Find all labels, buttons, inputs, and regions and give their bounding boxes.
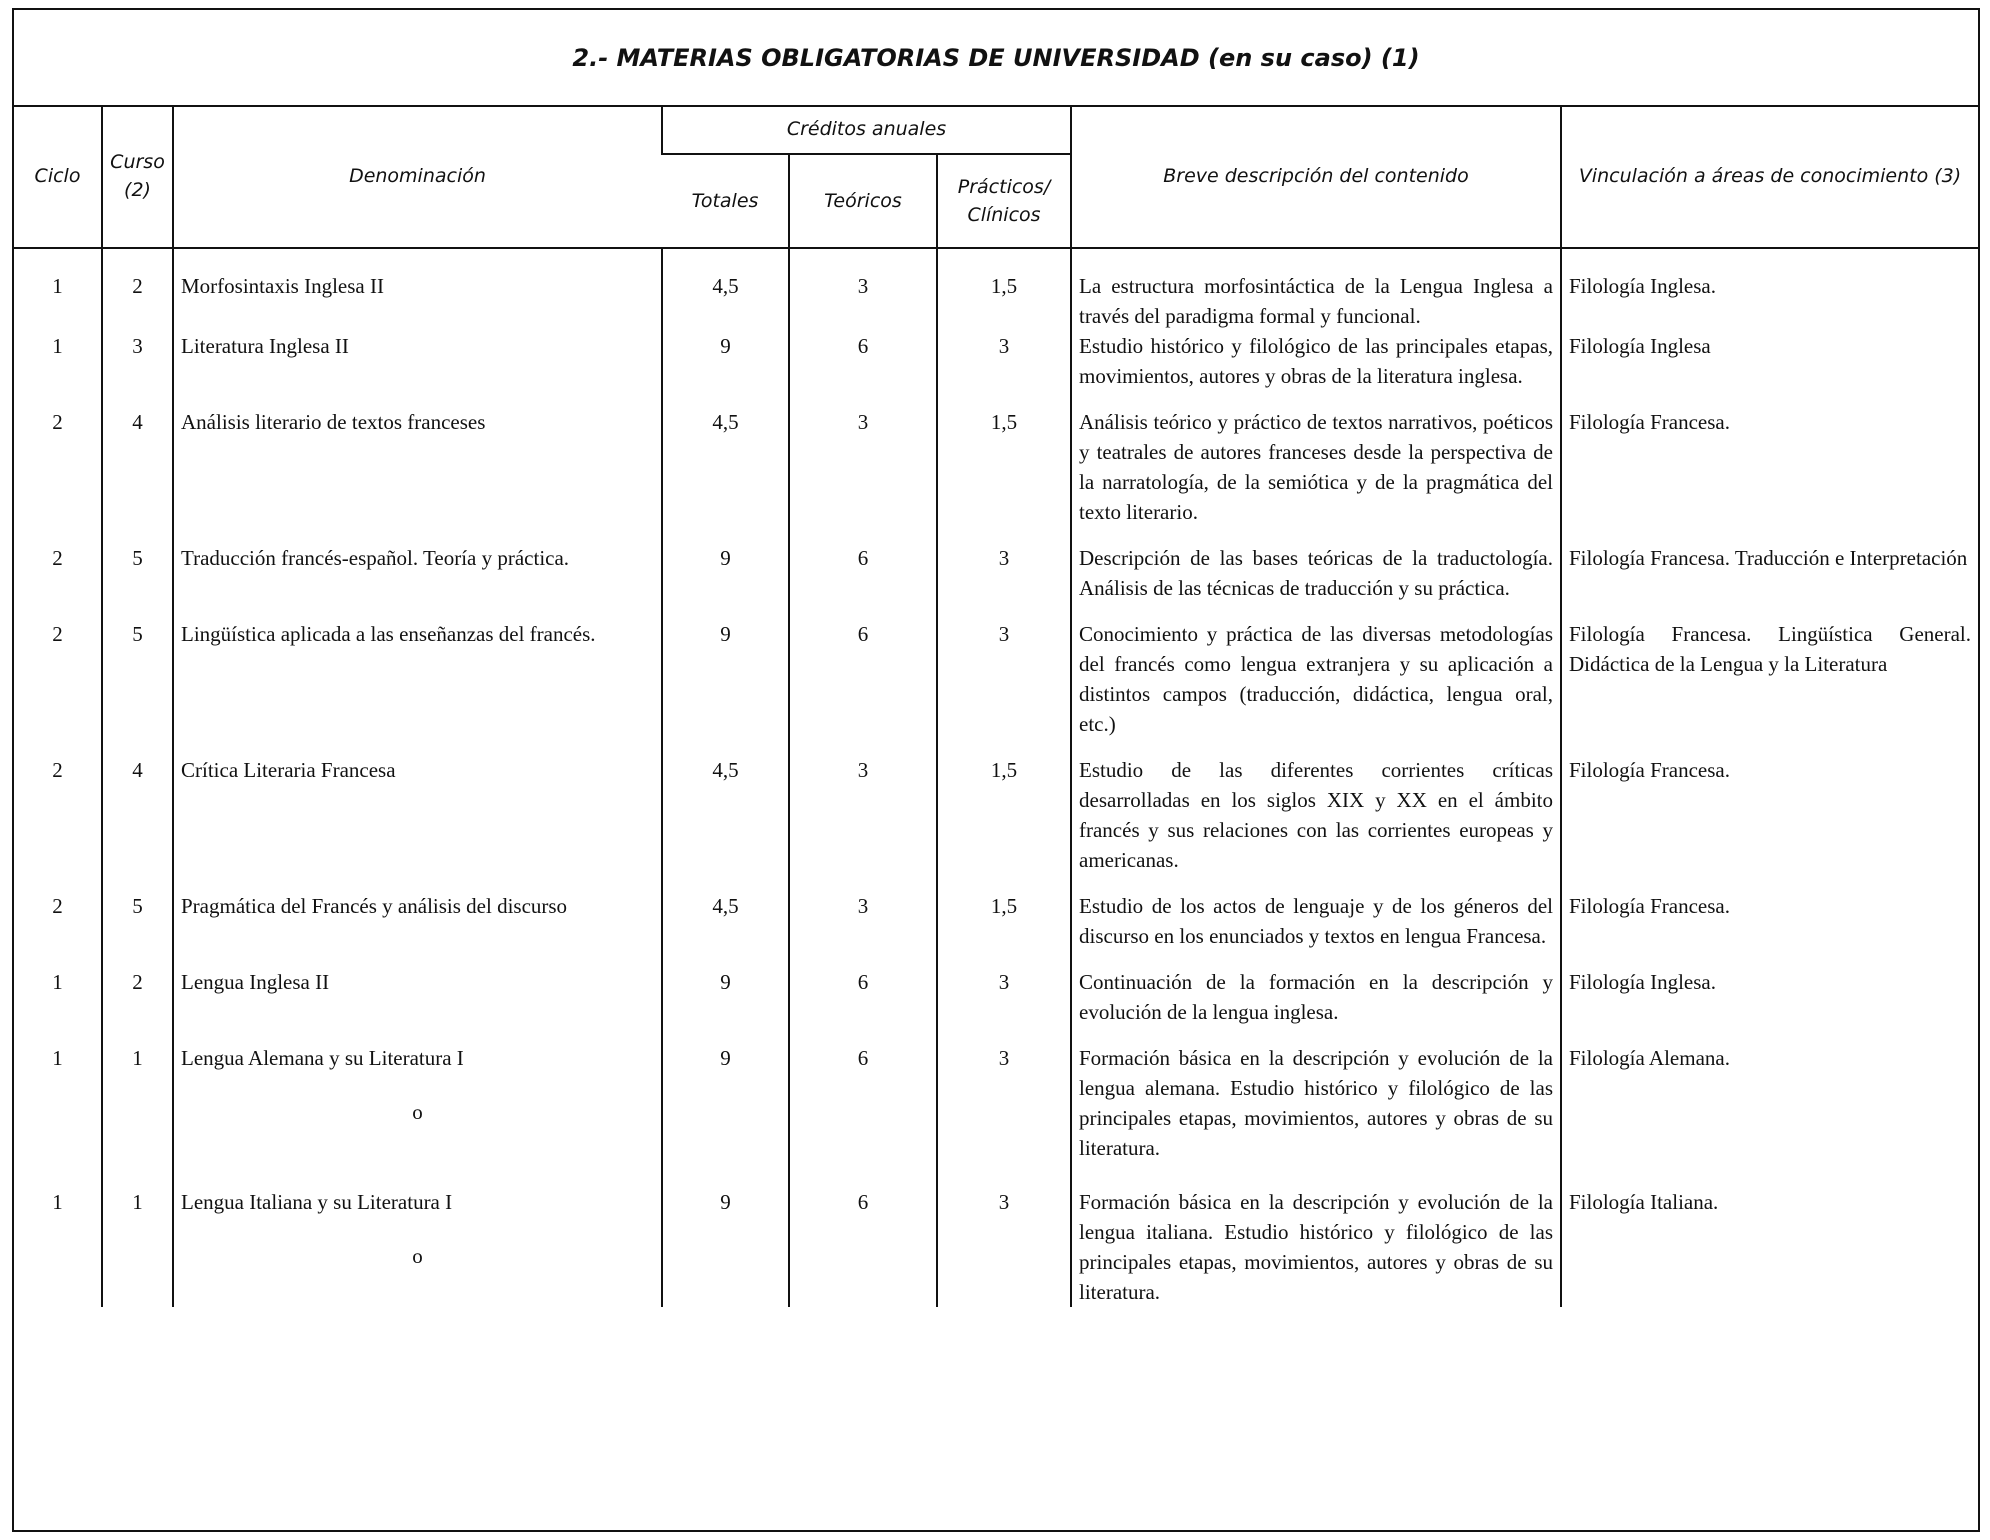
header-curso: Curso (2) (102, 105, 173, 248)
header-creditos-anuales: Créditos anuales (662, 105, 1071, 154)
table-body (14, 248, 1978, 1307)
header-vinculacion: Vinculación a áreas de conocimiento (3) (1561, 105, 1978, 248)
document-page (12, 8, 1980, 1532)
table-row (14, 619, 1978, 755)
cell-curso: 4 (102, 407, 173, 543)
cell-practicos: 3 (937, 331, 1071, 407)
cell-denominacion (173, 1043, 662, 1187)
cell-ciclo: 1 (52, 274, 63, 298)
subject-name: Lengua Alemana y su Literatura I (181, 1046, 464, 1070)
table-row (14, 1043, 1978, 1187)
cell-teoricos: 6 (789, 331, 937, 407)
cell-curso: 3 (102, 331, 173, 407)
header-descripcion: Breve descripción del contenido (1071, 105, 1561, 248)
cell-practicos: 1,5 (937, 755, 1071, 891)
cell-practicos: 3 (937, 543, 1071, 619)
cell-totales: 4,5 (662, 407, 789, 543)
table-row (14, 543, 1978, 619)
table-row (14, 1187, 1978, 1307)
cell-totales: 9 (662, 967, 789, 1043)
cell-denominacion: Crítica Literaria Francesa (173, 755, 662, 891)
cell-curso: 5 (102, 543, 173, 619)
cell-vinculacion: Filología Francesa. (1561, 891, 1978, 967)
cell-teoricos: 3 (789, 407, 937, 543)
cell-descripcion: Conocimiento y práctica de las diversas metodologías del francés como lengua extranjera y su aplicación a distintos campos (traducción, didáctica, lengua oral, etc.) (1071, 619, 1561, 755)
table-row (14, 967, 1978, 1043)
cell-vinculacion: Filología Francesa. Lingüística General. Didáctica de la Lengua y la Literatura (1561, 619, 1978, 755)
cell-totales: 9 (662, 1043, 789, 1187)
cell-denominacion: Pragmática del Francés y análisis del discurso (173, 891, 662, 967)
table-row (14, 248, 1978, 331)
cell-totales: 9 (662, 1187, 789, 1307)
cell-vinculacion: Filología Francesa. Traducción e Interpretación (1561, 543, 1978, 619)
cell-curso: 4 (102, 755, 173, 891)
cell-denominacion: Lingüística aplicada a las enseñanzas del francés. (173, 619, 662, 755)
cell-totales: 4,5 (662, 891, 789, 967)
cell-teoricos: 6 (789, 543, 937, 619)
cell-vinculacion: Filología Inglesa. (1561, 248, 1978, 331)
cell-teoricos: 6 (789, 967, 937, 1043)
cell-teoricos: 6 (789, 1187, 937, 1307)
cell-vinculacion: Filología Alemana. (1561, 1043, 1978, 1187)
cell-curso: 2 (102, 248, 173, 331)
header-practicos: Prácticos/ Clínicos (937, 154, 1071, 248)
cell-descripcion: Estudio de las diferentes corrientes críticas desarrolladas en los siglos XIX y XX en el ámbito francés y sus relaciones con las corrientes europeas y americanas. (1071, 755, 1561, 891)
cell-totales: 9 (662, 543, 789, 619)
cell-ciclo: 2 (52, 410, 63, 434)
cell-teoricos: 3 (789, 248, 937, 331)
cell-practicos: 1,5 (937, 407, 1071, 543)
cell-practicos: 3 (937, 1043, 1071, 1187)
cell-vinculacion: Filología Francesa. (1561, 407, 1978, 543)
cell-vinculacion: Filología Inglesa (1561, 331, 1978, 407)
cell-curso: 1 (102, 1187, 173, 1307)
cell-teoricos: 6 (789, 619, 937, 755)
cell-ciclo: 2 (52, 894, 63, 918)
cell-ciclo: 1 (52, 334, 63, 358)
subject-name: Lengua Italiana y su Literatura I (181, 1190, 453, 1214)
cell-totales: 4,5 (662, 248, 789, 331)
cell-practicos: 1,5 (937, 891, 1071, 967)
cell-descripcion: Análisis teórico y práctico de textos narrativos, poéticos y teatrales de autores franceses desde la perspectiva de la narratología, de la semiótica y de la pragmática del texto literario. (1071, 407, 1561, 543)
alternative-connector: o (412, 1100, 423, 1124)
cell-practicos: 3 (937, 1187, 1071, 1307)
cell-teoricos: 3 (789, 755, 937, 891)
cell-descripcion: Formación básica en la descripción y evolución de la lengua alemana. Estudio histórico y filológico de las principales etapas, movimientos, autores y obras de su literatura. (1071, 1043, 1561, 1187)
cell-practicos: 3 (937, 967, 1071, 1043)
cell-ciclo: 1 (52, 1190, 63, 1214)
header-totales: Totales (662, 154, 789, 248)
table-row (14, 891, 1978, 967)
cell-denominacion (173, 1187, 662, 1307)
cell-vinculacion: Filología Francesa. (1561, 755, 1978, 891)
cell-practicos: 3 (937, 619, 1071, 755)
cell-ciclo: 2 (52, 622, 63, 646)
subjects-table (14, 105, 1978, 1307)
cell-curso: 2 (102, 967, 173, 1043)
cell-curso: 5 (102, 619, 173, 755)
cell-ciclo: 2 (52, 758, 63, 782)
table-row (14, 755, 1978, 891)
cell-teoricos: 3 (789, 891, 937, 967)
header-denominacion: Denominación (173, 105, 662, 248)
table-row (14, 331, 1978, 407)
cell-denominacion: Traducción francés-español. Teoría y práctica. (173, 543, 662, 619)
cell-descripcion: La estructura morfosintáctica de la Lengua Inglesa a través del paradigma formal y funcional. (1071, 248, 1561, 331)
cell-denominacion: Análisis literario de textos franceses (173, 407, 662, 543)
cell-descripcion: Estudio de los actos de lenguaje y de los géneros del discurso en los enunciados y textos en lengua Francesa. (1071, 891, 1561, 967)
cell-practicos: 1,5 (937, 248, 1071, 331)
cell-curso: 1 (102, 1043, 173, 1187)
cell-totales: 9 (662, 331, 789, 407)
cell-ciclo: 2 (52, 546, 63, 570)
cell-totales: 4,5 (662, 755, 789, 891)
cell-descripcion: Descripción de las bases teóricas de la traductología. Análisis de las técnicas de traducción y su práctica. (1071, 543, 1561, 619)
cell-descripcion: Estudio histórico y filológico de las principales etapas, movimientos, autores y obras de la literatura inglesa. (1071, 331, 1561, 407)
cell-teoricos: 6 (789, 1043, 937, 1187)
cell-curso: 5 (102, 891, 173, 967)
alternative-connector: o (412, 1244, 423, 1268)
cell-ciclo: 1 (52, 970, 63, 994)
cell-denominacion: Lengua Inglesa II (173, 967, 662, 1043)
table-row (14, 407, 1978, 543)
cell-ciclo: 1 (52, 1046, 63, 1070)
header-ciclo: Ciclo (14, 105, 102, 248)
cell-denominacion: Literatura Inglesa II (173, 331, 662, 407)
page-title: 2.- MATERIAS OBLIGATORIAS DE UNIVERSIDAD (en su caso) (1) (14, 10, 1978, 107)
cell-vinculacion: Filología Italiana. (1561, 1187, 1978, 1307)
cell-vinculacion: Filología Inglesa. (1561, 967, 1978, 1043)
cell-denominacion: Morfosintaxis Inglesa II (173, 248, 662, 331)
cell-descripcion: Formación básica en la descripción y evolución de la lengua italiana. Estudio histórico y filológico de las principales etapas, movimientos, autores y obras de su literatura. (1071, 1187, 1561, 1307)
cell-totales: 9 (662, 619, 789, 755)
header-teoricos: Teóricos (789, 154, 937, 248)
cell-descripcion: Continuación de la formación en la descripción y evolución de la lengua inglesa. (1071, 967, 1561, 1043)
